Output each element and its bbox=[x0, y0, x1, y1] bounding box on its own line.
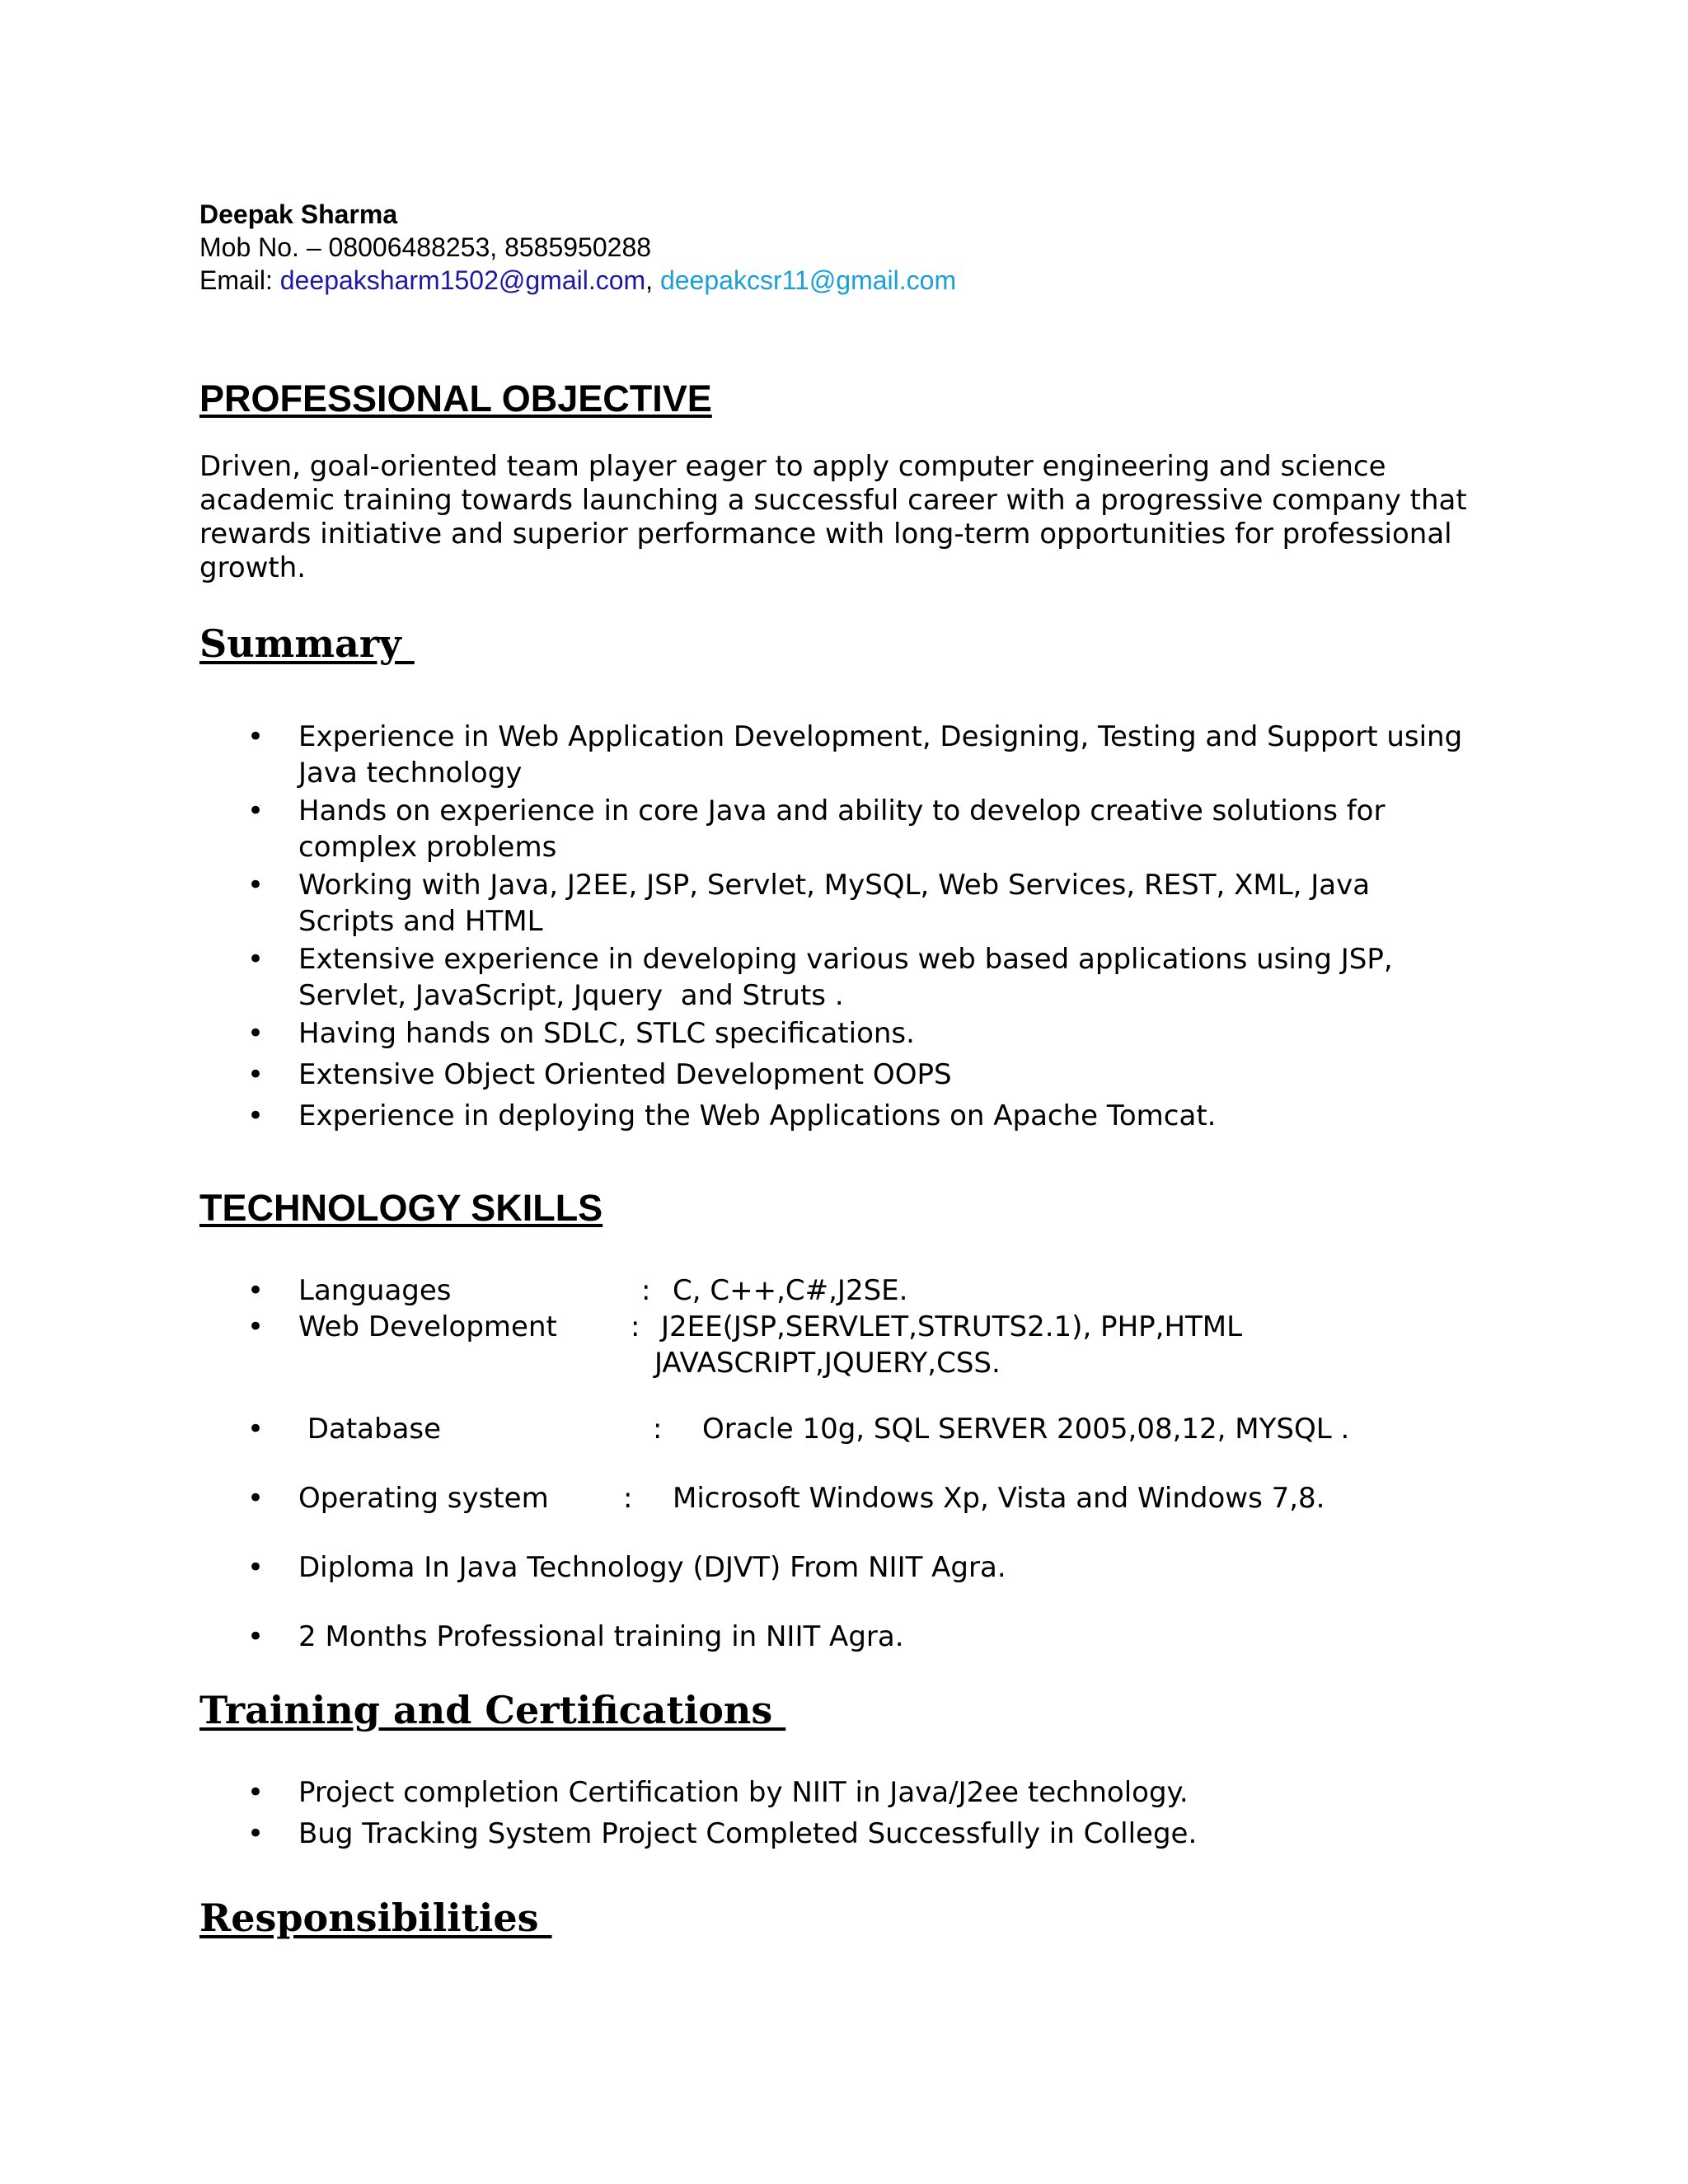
summary-item: • Hands on experience in core Java and ability to develop creative solutions for complex problems bbox=[247, 794, 1386, 864]
bullet-icon: • bbox=[247, 1620, 265, 1653]
bullet-icon: • bbox=[247, 1017, 265, 1050]
objective-line: Driven, goal-oriented team player eager to apply computer engineering and science bbox=[199, 450, 1386, 483]
bullet-icon: • bbox=[247, 1058, 265, 1091]
bullet-icon: • bbox=[247, 1817, 265, 1850]
skill-label: Web Development bbox=[298, 1310, 557, 1343]
summary-item: • Having hands on SDLC, STLC specifications. bbox=[247, 1017, 915, 1050]
objective-line: growth. bbox=[199, 551, 307, 584]
bullet-icon: • bbox=[247, 1099, 265, 1132]
objective-text bbox=[199, 450, 1485, 585]
skill-colon: : bbox=[631, 1310, 640, 1343]
objective-heading: PROFESSIONAL OBJECTIVE bbox=[199, 377, 712, 419]
objective-line: rewards initiative and superior performance with long-term opportunities for professional bbox=[199, 518, 1452, 551]
skill-colon: : bbox=[623, 1482, 633, 1515]
bullet-icon: • bbox=[247, 1776, 265, 1809]
mobile-numbers: Mob No. – 08006488253, 8585950288 bbox=[199, 232, 652, 262]
training-list bbox=[199, 1772, 1485, 1854]
bullet-icon: • bbox=[247, 869, 265, 902]
summary-list bbox=[199, 719, 1485, 1134]
skill-row-training bbox=[199, 1619, 1485, 1655]
skills-heading: TECHNOLOGY SKILLS bbox=[199, 1187, 603, 1229]
resume-content bbox=[199, 198, 1485, 1940]
skill-label: Diploma In Java Technology (DJVT) From NIIT Agra. bbox=[298, 1551, 1006, 1584]
bullet-icon: • bbox=[247, 1551, 265, 1584]
skill-colon: : bbox=[641, 1274, 651, 1307]
skill-label: Operating system bbox=[298, 1482, 549, 1515]
candidate-name: Deepak Sharma bbox=[199, 199, 398, 229]
skill-row-operating-system bbox=[199, 1480, 1485, 1516]
skill-value: J2EE(JSP,SERVLET,STRUTS2.1), PHP,HTML bbox=[661, 1310, 1243, 1343]
skill-row-database bbox=[199, 1411, 1485, 1447]
skill-value: Oracle 10g, SQL SERVER 2005,08,12, MYSQL . bbox=[702, 1413, 1350, 1446]
bullet-icon: • bbox=[247, 720, 265, 753]
training-item: • Project completion Certification by NIIT in Java/J2ee technology. bbox=[199, 1772, 1485, 1813]
bullet-icon: • bbox=[247, 943, 265, 976]
contact-header bbox=[199, 198, 1485, 297]
email-link-primary[interactable]: deepaksharm1502@gmail.com bbox=[279, 265, 646, 295]
skill-row-web-development bbox=[199, 1309, 1485, 1381]
bullet-icon: • bbox=[247, 1413, 265, 1446]
skill-row-diploma bbox=[199, 1549, 1485, 1586]
summary-heading: Summary bbox=[199, 621, 415, 666]
skill-value: Microsoft Windows Xp, Vista and Windows 7,8. bbox=[673, 1482, 1325, 1515]
bullet-icon: • bbox=[247, 1274, 265, 1307]
summary-item: • Extensive experience in developing various web based applications using JSP, Servlet, JavaScript, Jquery and Struts . bbox=[247, 943, 1393, 1012]
skill-value: C, C++,C#,J2SE. bbox=[673, 1274, 908, 1307]
email-label: Email: bbox=[199, 265, 280, 295]
training-item: • Bug Tracking System Project Completed Successfully in College. bbox=[199, 1813, 1485, 1854]
bullet-icon: • bbox=[247, 1482, 265, 1515]
email-link-secondary[interactable]: deepakcsr11@gmail.com bbox=[659, 265, 957, 295]
skill-row-languages bbox=[199, 1272, 1485, 1309]
summary-item: • Extensive Object Oriented Development OOPS bbox=[247, 1058, 952, 1091]
summary-item: • Experience in Web Application Development, Designing, Testing and Support using Java technology bbox=[247, 720, 1463, 790]
bullet-icon: • bbox=[247, 794, 265, 827]
skill-label: Languages bbox=[298, 1274, 452, 1307]
skill-colon: : bbox=[653, 1413, 663, 1446]
skill-value-continued: JAVASCRIPT,JQUERY,CSS. bbox=[654, 1347, 1001, 1380]
responsibilities-heading: Responsibilities bbox=[199, 1896, 552, 1940]
summary-item: • Experience in deploying the Web Applications on Apache Tomcat. bbox=[247, 1099, 1217, 1132]
objective-line: academic training towards launching a successful career with a progressive company that bbox=[199, 484, 1467, 517]
email-line bbox=[199, 264, 1485, 297]
skill-label: 2 Months Professional training in NIIT Agra. bbox=[298, 1620, 904, 1653]
bullet-icon: • bbox=[247, 1310, 265, 1343]
training-heading: Training and Certifications bbox=[199, 1688, 786, 1732]
skills-list bbox=[199, 1272, 1485, 1655]
email-separator: , bbox=[645, 265, 660, 295]
skill-label: Database bbox=[298, 1413, 442, 1446]
summary-item: • Working with Java, J2EE, JSP, Servlet, MySQL, Web Services, REST, XML, Java Scripts and HTML bbox=[247, 869, 1371, 938]
